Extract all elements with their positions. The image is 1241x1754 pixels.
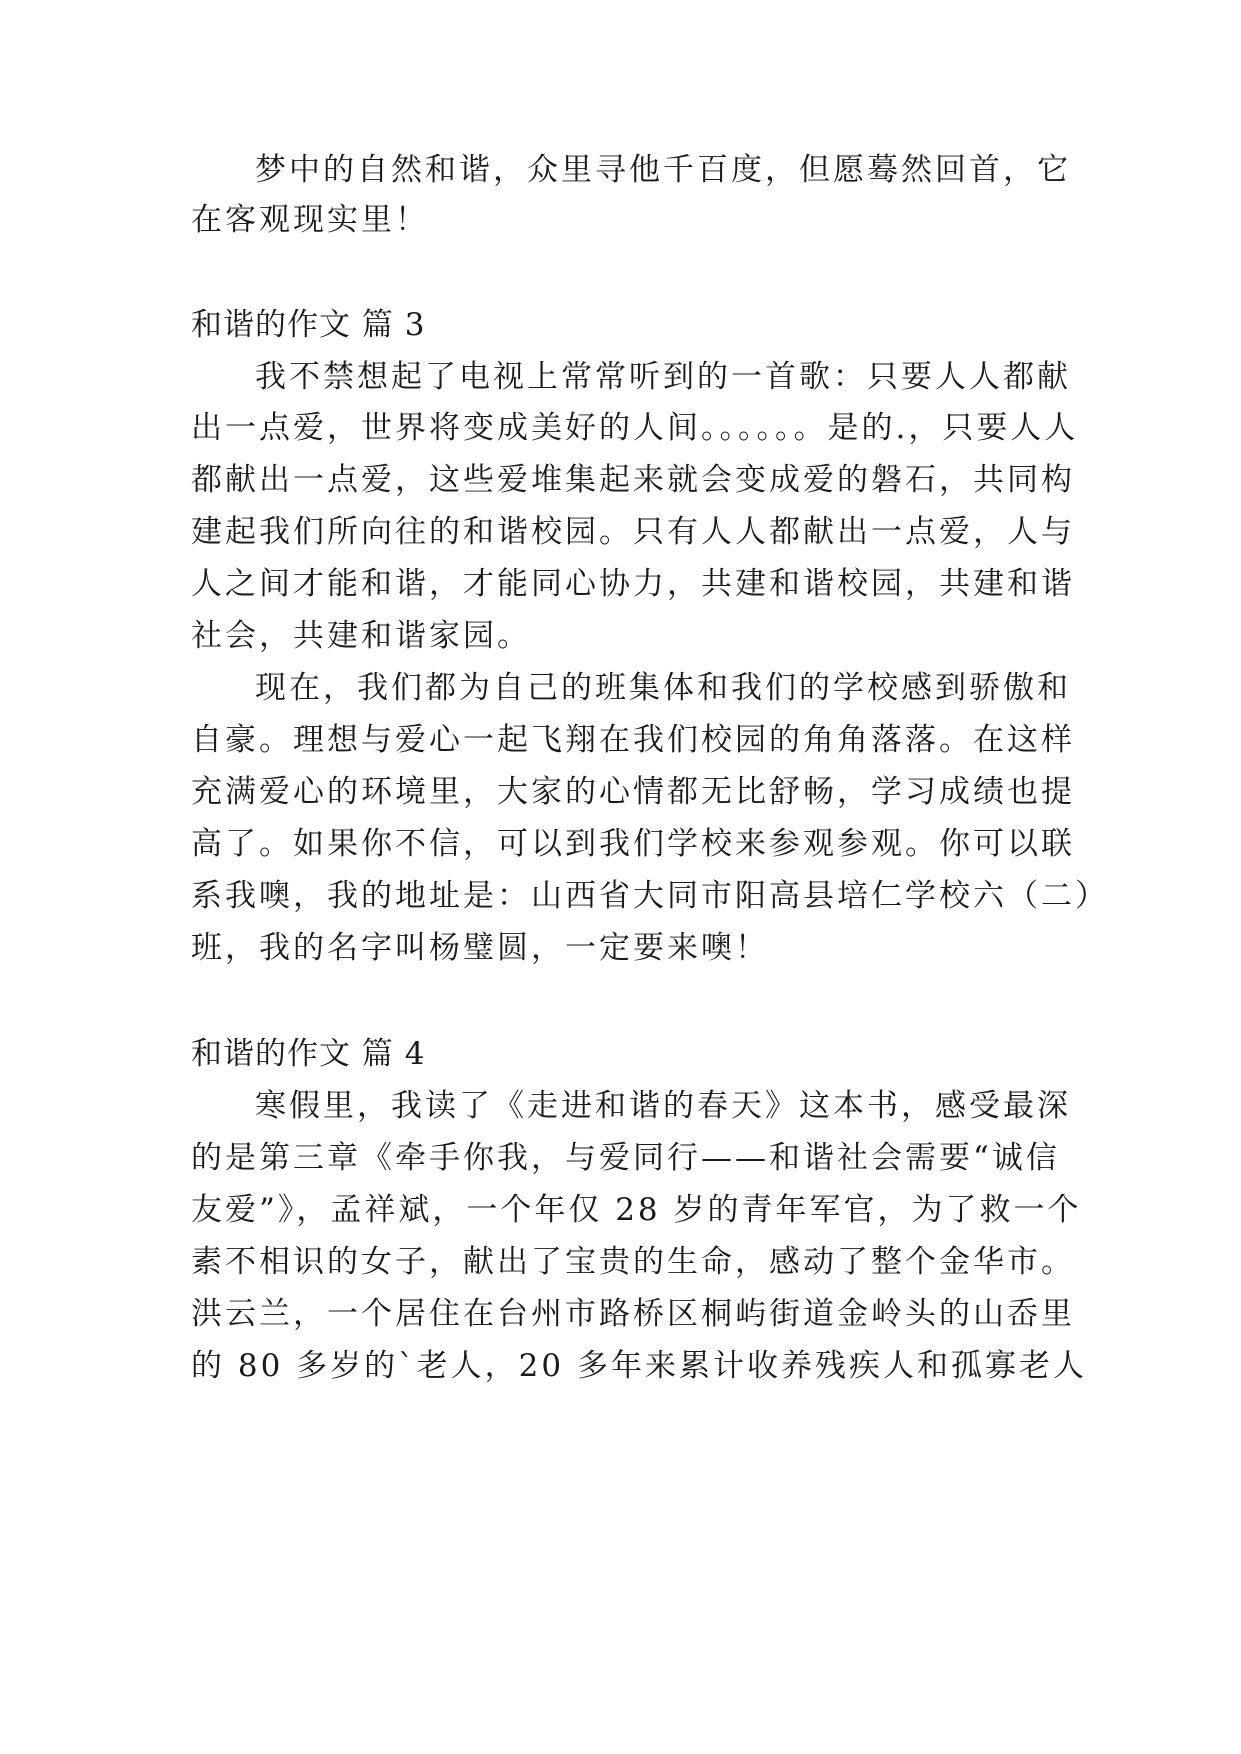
- paragraph-line: 自豪。理想与爱心一起飞翔在我们校园的角角落落。在这样: [191, 722, 1075, 758]
- section-heading: 和谐的作文 篇 3: [191, 307, 426, 343]
- paragraph-line: 充满爱心的环境里，大家的心情都无比舒畅，学习成绩也提: [191, 774, 1075, 810]
- paragraph-line: 社会，共建和谐家园。: [191, 618, 531, 654]
- paragraph-line: 出一点爱，世界将变成美好的人间。。。。。。是的.，只要人人: [191, 410, 1079, 446]
- paragraph-line: 系我噢，我的地址是：山西省大同市阳高县培仁学校六（二）: [191, 878, 1109, 914]
- paragraph-line: 我不禁想起了电视上常常听到的一首歌：只要人人都献: [255, 359, 1071, 395]
- paragraph-line: 建起我们所向往的和谐校园。只有人人都献出一点爱，人与: [191, 514, 1075, 550]
- paragraph-line: 班，我的名字叫杨璧圆，一定要来噢！: [191, 930, 769, 966]
- paragraph-line: 都献出一点爱，这些爱堆集起来就会变成爱的磐石，共同构: [191, 462, 1075, 498]
- paragraph-line: 梦中的自然和谐，众里寻他千百度，但愿蓦然回首，它: [255, 152, 1071, 188]
- paragraph-line: 在客观现实里！: [191, 202, 429, 238]
- paragraph-line: 寒假里，我读了《走进和谐的春天》这本书，感受最深: [255, 1088, 1071, 1124]
- paragraph-line: 人之间才能和谐，才能同心协力，共建和谐校园，共建和谐: [191, 566, 1075, 602]
- paragraph-line: 洪云兰，一个居住在台州市路桥区桐屿街道金岭头的山岙里: [191, 1296, 1075, 1332]
- paragraph-line: 高了。如果你不信，可以到我们学校来参观参观。你可以联: [191, 826, 1075, 862]
- paragraph-line: 现在，我们都为自己的班集体和我们的学校感到骄傲和: [255, 670, 1071, 706]
- paragraph-line: 的 80 多岁的`老人，20 多年来累计收养残疾人和孤寡老人: [191, 1348, 1087, 1384]
- section-heading: 和谐的作文 篇 4: [191, 1036, 426, 1072]
- paragraph-line: 的是第三章《牵手你我，与爱同行——和谐社会需要“诚信: [191, 1140, 1060, 1176]
- paragraph-line: 友爱”》，孟祥斌，一个年仅 28 岁的青年军官，为了救一个: [191, 1192, 1082, 1228]
- paragraph-line: 素不相识的女子，献出了宝贵的生命，感动了整个金华市。: [191, 1244, 1075, 1280]
